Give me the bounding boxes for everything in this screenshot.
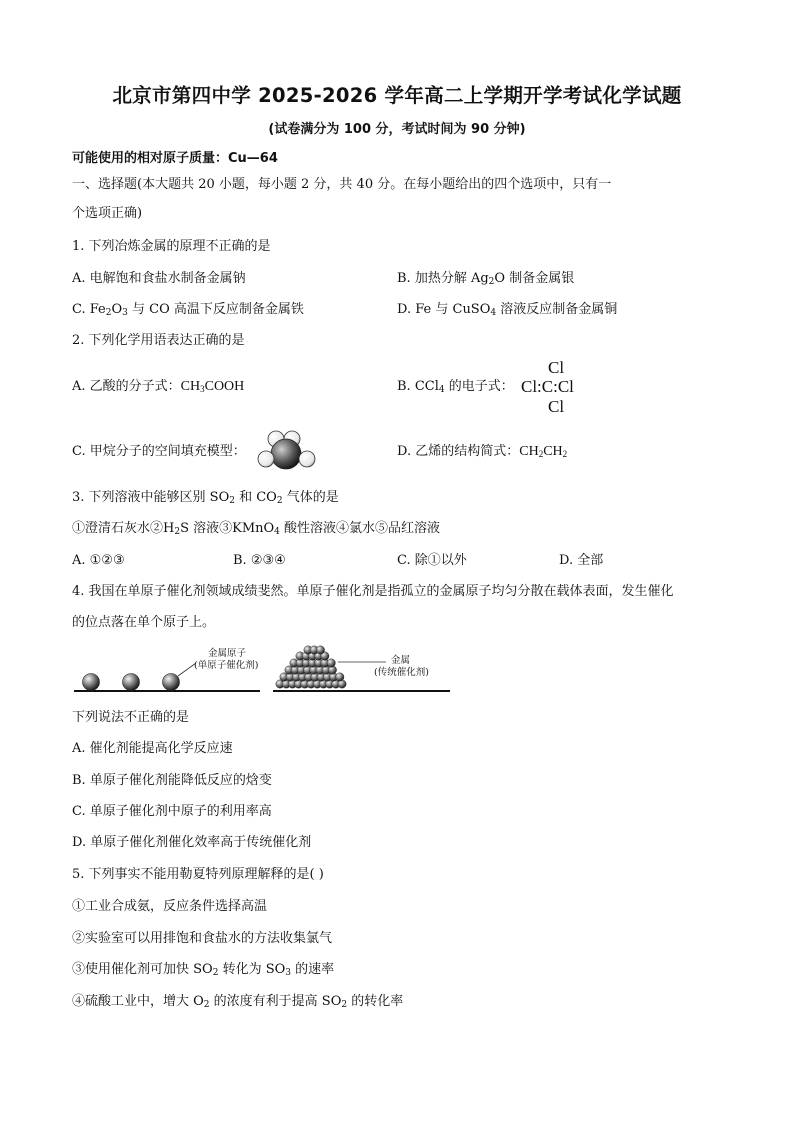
q5-statement-1: ①工业合成氨，反应条件选择高温 <box>72 899 268 914</box>
single-metal-atom <box>83 674 100 691</box>
q3-option-d: D. 全部 <box>559 553 604 568</box>
caption-metal-atom: 金属原子 <box>208 648 247 659</box>
q1-option-d: D. Fe 与 CuSO$_4$ 溶液反应制备金属铜 <box>397 302 618 318</box>
q2-option-b: B. CCl$_4$ 的电子式： <box>397 379 514 395</box>
q5-statement-4: ④硫酸工业中，增大 $O_2$ 的浓度有利于提高 $SO_2$ 的转化率 <box>72 994 404 1010</box>
caption-metal: 金属 <box>391 655 411 666</box>
q4-ask: 下列说法不正确的是 <box>72 710 190 725</box>
single-metal-atom <box>123 674 140 691</box>
ccl4-lewis-structure <box>521 358 591 418</box>
caption-single-atom-catalyst: (单原子催化剂) <box>194 660 259 671</box>
hydrogen-atom <box>258 451 274 467</box>
atomic-mass-note: 可能使用的相对原子质量：Cu—64 <box>72 151 278 166</box>
page-title: 北京市第四中学 2025-2026 学年高二上学期开学考试化学试题 <box>112 84 682 107</box>
section-heading-line1: 一、选择题(本大题共 20 小题，每小题 2 分，共 40 分。在每小题给出的四个选项中，只有一 <box>72 177 612 192</box>
hydrogen-atom <box>299 451 315 467</box>
q3-stem: 3. 下列溶液中能够区别 $SO_2$ 和 $CO_2$ 气体的是 <box>72 490 339 506</box>
lewis-cl-bottom: Cl <box>548 397 565 416</box>
page-subtitle: (试卷满分为 100 分，考试时间为 90 分钟) <box>268 122 526 137</box>
cluster-metal-atom <box>316 646 324 654</box>
q1-stem: 1. 下列冶炼金属的原理不正确的是 <box>72 239 271 254</box>
q3-option-c: C. 除①以外 <box>397 553 467 568</box>
q1-option-a: A. 电解饱和食盐水制备金属钠 <box>72 271 246 286</box>
cluster-metal-atom <box>327 659 335 667</box>
q3-reagent-list: ①澄清石灰水$②H_2S$ 溶液③KMnO$_4$ 酸性溶液④氯水⑤品红溶液 <box>72 521 441 537</box>
q3-option-b: B. ②③④ <box>233 553 286 568</box>
q4-option-c: C. 单原子催化剂中原子的利用率高 <box>72 804 272 819</box>
caption-traditional-catalyst: (传统催化剂) <box>374 667 429 678</box>
q4-option-b: B. 单原子催化剂能降低反应的焓变 <box>72 773 272 788</box>
q5-statement-3: ③使用催化剂可加快 $SO_2$ 转化为 $SO_3$ 的速率 <box>72 962 335 978</box>
q4-stem-line1: 4. 我国在单原子催化剂领域成绩斐然。单原子催化剂是指孤立的金属原子均匀分散在载体表面，发生催化 <box>72 584 674 599</box>
q5-statement-2: ②实验室可以用排饱和食盐水的方法收集氯气 <box>72 931 333 946</box>
q1-option-c: C. $Fe_2O_3$ 与 CO 高温下反应制备金属铁 <box>72 302 304 318</box>
metal-nanoparticle-cluster <box>276 646 346 688</box>
q5-stem: 5. 下列事实不能用勒夏特列原理解释的是( ) <box>72 867 324 882</box>
lewis-middle-row: Cl:C:Cl <box>521 377 574 396</box>
q2-option-c: C. 甲烷分子的空间填充模型： <box>72 444 246 459</box>
q4-option-a: A. 催化剂能提高化学反应速 <box>72 741 233 756</box>
carbon-atom <box>271 439 301 469</box>
q2-option-a: A. 乙酸的分子式：$CH_3COOH$ <box>72 379 245 394</box>
q4-option-d: D. 单原子催化剂催化效率高于传统催化剂 <box>72 835 312 850</box>
cluster-metal-atom <box>336 673 344 681</box>
q4-stem-line2: 的位点落在单个原子上。 <box>72 615 216 630</box>
section-heading-line2: 个选项正确) <box>72 206 143 221</box>
q1-option-b: B. 加热分解 $Ag_2O$ 制备金属银 <box>397 271 575 287</box>
methane-space-filling-model <box>254 427 318 475</box>
q3-option-a: A. ①②③ <box>72 553 125 568</box>
q2-option-d: D. 乙烯的结构简式：$CH_2CH_2$ <box>397 444 568 459</box>
single-metal-atom <box>163 674 180 691</box>
q2-stem: 2. 下列化学用语表达正确的是 <box>72 333 245 348</box>
lewis-cl-top: Cl <box>548 358 565 377</box>
